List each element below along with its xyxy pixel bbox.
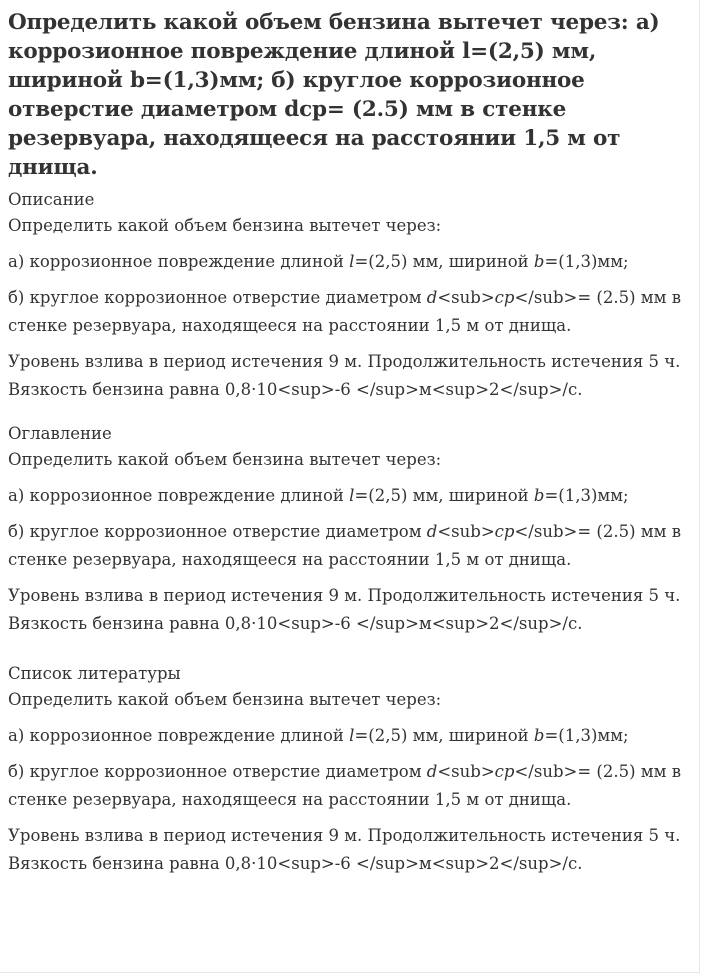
section-description (8, 188, 696, 404)
var-b: b (533, 252, 545, 271)
item-b-prefix: б) круглое коррозионное отверстие диаметром (8, 522, 427, 541)
item-b-paragraph (8, 758, 696, 814)
section-references (8, 662, 696, 878)
var-b: b (533, 726, 545, 745)
item-b-paragraph (8, 284, 696, 340)
section-heading: Описание (8, 190, 95, 209)
item-a-mid: =(2,5) мм, шириной (354, 252, 534, 271)
sub-text: ср (494, 288, 515, 307)
page-title: Определить какой объем бензина вытечет через: а) коррозионное повреждение длиной l=(2,5) мм, шириной b=(1,3)мм; б) круглое коррозионное отверстие диаметром dср= (2.5) мм в стенке резервуара, находящееся на расстоянии 1,5 м от днища. (8, 10, 660, 180)
intro-paragraph: Определить какой объем бензина вытечет через: (8, 690, 442, 709)
var-d: d (426, 522, 438, 541)
var-l: l (349, 726, 355, 745)
item-b-rest: </sub>= (2.5) мм в стенке резервуара, находящееся на расстоянии 1,5 м от днища. (8, 288, 681, 335)
level-paragraph: Уровень взлива в период истечения 9 м. Продолжительность истечения 5 ч. Вязкость бензина равна 0,8·10<sup>-6 </sup>м<sup>2</sup>/с. (8, 352, 681, 399)
item-a-suffix: =(1,3)мм; (544, 486, 629, 505)
var-l: l (349, 486, 355, 505)
section-contents (8, 422, 696, 638)
section-heading: Оглавление (8, 424, 112, 443)
item-a-mid: =(2,5) мм, шириной (354, 486, 534, 505)
item-a-prefix: а) коррозионное повреждение длиной (8, 252, 350, 271)
sub-text: ср (494, 762, 515, 781)
task-content (8, 8, 696, 878)
item-b-rest: </sub>= (2.5) мм в стенке резервуара, находящееся на расстоянии 1,5 м от днища. (8, 762, 681, 809)
sub-open-tag: <sub> (437, 522, 495, 541)
sub-text: ср (494, 522, 515, 541)
item-a-prefix: а) коррозионное повреждение длиной (8, 486, 350, 505)
var-d: d (426, 288, 438, 307)
item-a-suffix: =(1,3)мм; (544, 726, 629, 745)
item-b-prefix: б) круглое коррозионное отверстие диаметром (8, 288, 427, 307)
item-a-paragraph (8, 248, 696, 276)
item-b-rest: </sub>= (2.5) мм в стенке резервуара, находящееся на расстоянии 1,5 м от днища. (8, 522, 681, 569)
var-b: b (533, 486, 545, 505)
item-a-suffix: =(1,3)мм; (544, 252, 629, 271)
item-a-paragraph (8, 722, 696, 750)
level-paragraph: Уровень взлива в период истечения 9 м. Продолжительность истечения 5 ч. Вязкость бензина равна 0,8·10<sup>-6 </sup>м<sup>2</sup>/с. (8, 826, 681, 873)
intro-paragraph: Определить какой объем бензина вытечет через: (8, 450, 442, 469)
var-d: d (426, 762, 438, 781)
item-b-prefix: б) круглое коррозионное отверстие диаметром (8, 762, 427, 781)
item-b-paragraph (8, 518, 696, 574)
intro-paragraph: Определить какой объем бензина вытечет через: (8, 216, 442, 235)
item-a-prefix: а) коррозионное повреждение длиной (8, 726, 350, 745)
var-l: l (349, 252, 355, 271)
sub-open-tag: <sub> (437, 288, 495, 307)
item-a-mid: =(2,5) мм, шириной (354, 726, 534, 745)
section-heading: Список литературы (8, 664, 181, 683)
item-a-paragraph (8, 482, 696, 510)
level-paragraph: Уровень взлива в период истечения 9 м. Продолжительность истечения 5 ч. Вязкость бензина равна 0,8·10<sup>-6 </sup>м<sup>2</sup>/с. (8, 586, 681, 633)
sub-open-tag: <sub> (437, 762, 495, 781)
